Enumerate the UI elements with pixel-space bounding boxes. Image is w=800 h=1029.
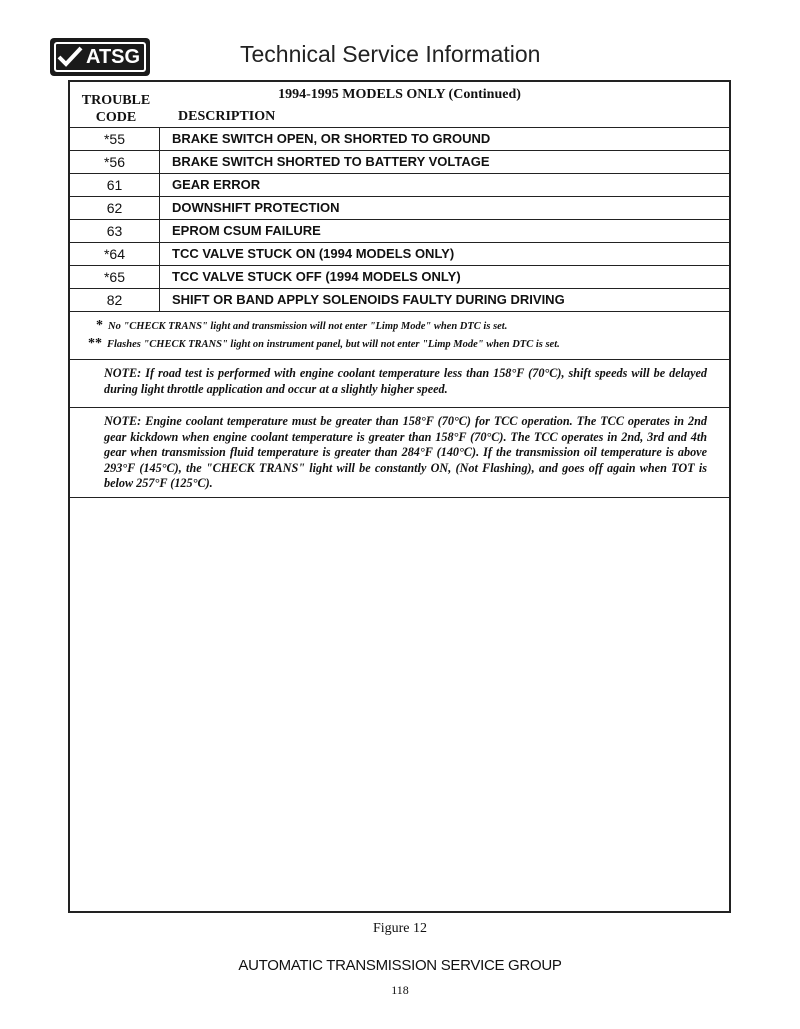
- code-description: GEAR ERROR: [172, 177, 261, 192]
- table-row: [70, 243, 729, 266]
- code-description: BRAKE SWITCH SHORTED TO BATTERY VOLTAGE: [172, 154, 490, 169]
- code-header-line1: TROUBLE: [81, 93, 151, 108]
- code-description: BRAKE SWITCH OPEN, OR SHORTED TO GROUND: [172, 131, 491, 146]
- note-road-test: NOTE: If road test is performed with engine coolant temperature less than 158°F (70°C), shift speeds will be delayed during light throttle application and occur at a slightly higher speed.: [70, 360, 729, 408]
- figure-caption: Figure 12: [372, 921, 428, 936]
- table-header: [70, 82, 729, 128]
- table-row: [70, 289, 729, 312]
- table-row: [70, 151, 729, 174]
- figure-frame: [68, 80, 731, 913]
- footnote-mark: *: [96, 318, 103, 333]
- table-row: [70, 197, 729, 220]
- trouble-code: 61: [70, 174, 160, 196]
- table-row: [70, 266, 729, 289]
- checkmark-icon: [56, 44, 84, 70]
- footnotes: [70, 312, 729, 360]
- note-coolant-temperature: NOTE: Engine coolant temperature must be greater than 158°F (70°C) for TCC operation. The TCC operates in 2nd gear kickdown when engine coolant temperature is greater than 158°F (70°C). The TCC operates in 2nd, 3rd and 4th gear when transmission fluid temperature is greater than 284°F (140°C). If the transmission oil temperature is above 293°F (145°C), the "CHECK TRANS" light will be constantly ON, (Not Flashing), and goes off again when TOT is below 257°F (125°C).: [70, 408, 729, 498]
- footnote-mark: **: [88, 336, 102, 351]
- trouble-code: 82: [70, 289, 160, 311]
- footnote-text: Flashes "CHECK TRANS" light on instrument panel, but will not enter "Limp Mode" when DTC is set.: [107, 339, 560, 350]
- page-title: Technical Service Information: [240, 41, 541, 67]
- code-description: DOWNSHIFT PROTECTION: [172, 200, 340, 215]
- code-header-line2: CODE: [95, 110, 137, 125]
- code-column-header: [78, 92, 154, 126]
- organization-name: AUTOMATIC TRANSMISSION SERVICE GROUP: [238, 957, 562, 974]
- trouble-code: *55: [70, 128, 160, 150]
- code-description: EPROM CSUM FAILURE: [172, 223, 321, 238]
- section-title: 1994-1995 MODELS ONLY (Continued): [278, 87, 521, 102]
- description-column-header: DESCRIPTION: [178, 109, 276, 124]
- trouble-code-table: [70, 128, 729, 312]
- atsg-logo: [50, 38, 150, 76]
- table-row: [70, 220, 729, 243]
- footnote-text: No "CHECK TRANS" light and transmission will not enter "Limp Mode" when DTC is set.: [108, 321, 508, 332]
- trouble-code: *64: [70, 243, 160, 265]
- table-row: [70, 128, 729, 151]
- footnote-single-asterisk: [96, 318, 507, 334]
- code-description: SHIFT OR BAND APPLY SOLENOIDS FAULTY DURING DRIVING: [172, 292, 565, 307]
- table-row: [70, 174, 729, 197]
- code-description: TCC VALVE STUCK OFF (1994 MODELS ONLY): [172, 269, 461, 284]
- code-description: TCC VALVE STUCK ON (1994 MODELS ONLY): [172, 246, 455, 261]
- footnote-double-asterisk: [88, 336, 560, 352]
- trouble-code: 62: [70, 197, 160, 219]
- trouble-code: *56: [70, 151, 160, 173]
- trouble-code: *65: [70, 266, 160, 288]
- logo-text: ATSG: [86, 46, 141, 68]
- trouble-code: 63: [70, 220, 160, 242]
- page-number: 118: [391, 983, 409, 997]
